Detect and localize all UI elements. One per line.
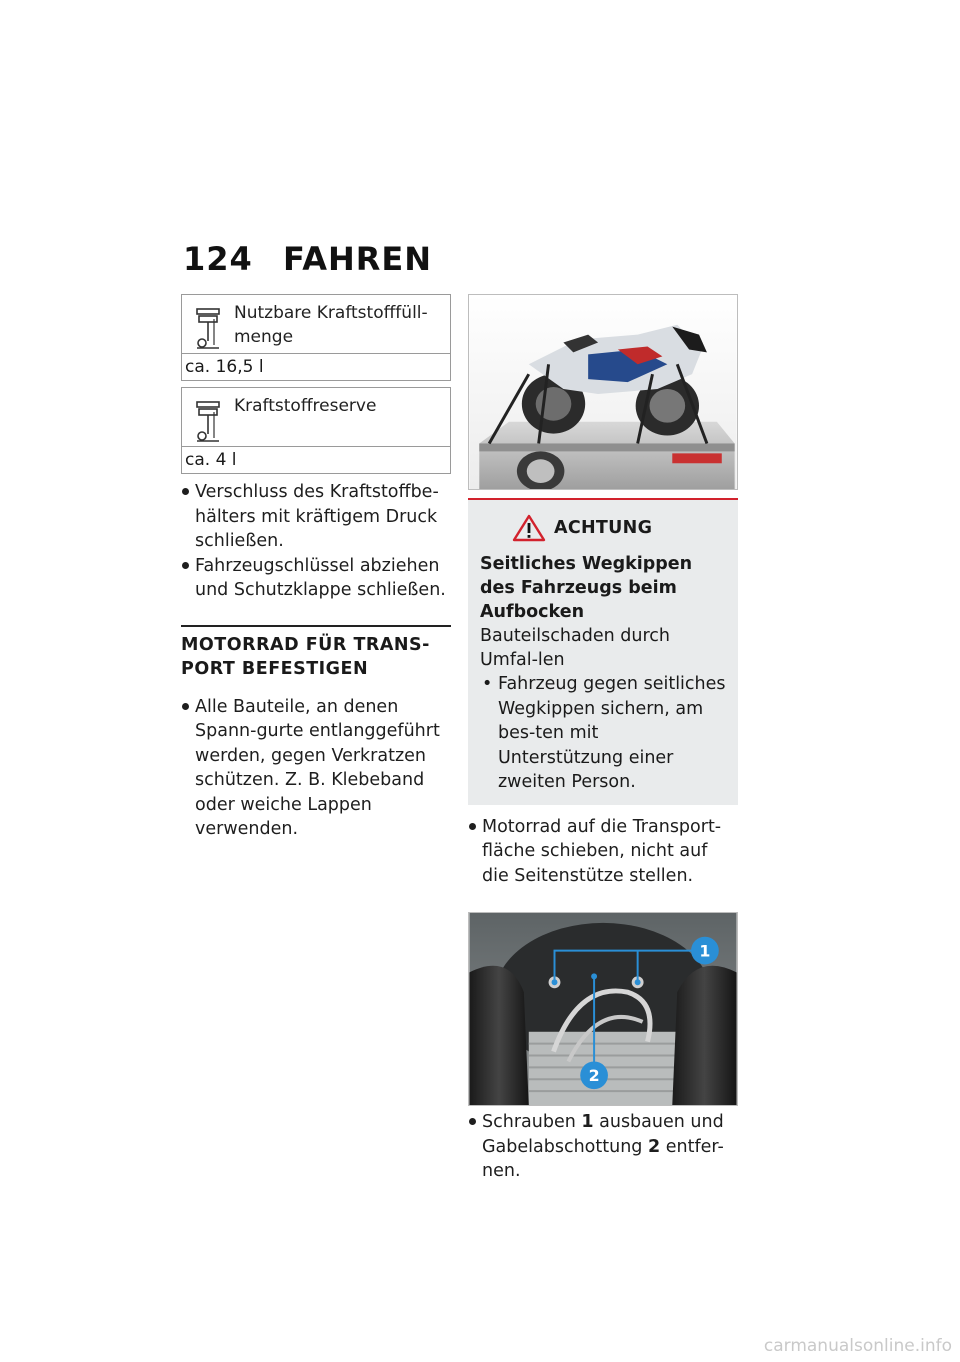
- spec-label-line: Nutzbare Kraftstofffüll-: [234, 303, 428, 323]
- spec-table-header: [182, 295, 450, 353]
- warning-header: [480, 514, 726, 542]
- step-ref-1: 1: [581, 1112, 594, 1132]
- spec-value: ca. 4 l: [182, 446, 450, 473]
- watermark: carmanualsonline.info: [763, 1336, 952, 1356]
- page-header: [183, 240, 432, 278]
- list-item: Fahrzeugschlüssel abziehen und Schutzklappe schließen.: [181, 554, 451, 603]
- spec-table-header: [182, 388, 450, 446]
- warning-box: [468, 498, 738, 805]
- step-text: ausbauen und Gabelabschottung: [482, 1112, 724, 1157]
- fuel-gauge-icon: [194, 307, 224, 351]
- left-bullet-list: [181, 480, 451, 603]
- warning-text: Bauteilschaden durch Umfal-len: [480, 626, 670, 670]
- left-column: [181, 294, 451, 842]
- list-item: Motorrad auf die Transport-fläche schieben, nicht auf die Seitenstütze stellen.: [468, 815, 738, 889]
- warning-triangle-icon: [512, 514, 546, 542]
- list-item: • Fahrzeug gegen seitliches Wegkippen sichern, am bes-ten mit Unterstützung einer zweiten Person.: [480, 672, 726, 795]
- spec-value: ca. 16,5 l: [182, 353, 450, 380]
- right-column: [468, 294, 738, 1184]
- fork-bulkhead-image: [468, 912, 738, 1106]
- step-text: entfer-nen.: [482, 1136, 724, 1181]
- spec-label-line: Kraftstoffreserve: [234, 396, 377, 416]
- right-bullet-list: [468, 815, 738, 889]
- list-item: [468, 1110, 738, 1184]
- callout-2: [580, 1061, 608, 1089]
- section-bullet-list: [181, 695, 451, 842]
- spec-table-fuel-reserve: [181, 387, 451, 474]
- callout-1-label: 1: [699, 941, 711, 961]
- list-item: Alle Bauteile, an denen Spann-gurte entlanggeführt werden, gegen Verkratzen schützen. Z. B. Klebeband oder weiche Lappen verwenden.: [181, 695, 451, 842]
- chapter-title: FAHREN: [283, 240, 433, 278]
- spec-label: [224, 301, 428, 349]
- warning-list: [480, 672, 726, 795]
- step-ref-2: 2: [647, 1136, 661, 1157]
- fuel-reserve-icon: [194, 400, 224, 444]
- section-title-line: MOTORRAD FÜR TRANS-: [181, 634, 430, 655]
- final-bullet-list: [468, 1110, 738, 1184]
- warning-subtitle: Seitliches Wegkippen des Fahrzeugs beim Aufbocken: [480, 554, 693, 622]
- motorcycle-on-trailer-image: [468, 294, 738, 490]
- page-number: 124: [183, 240, 253, 278]
- spec-table-usable-fuel: [181, 294, 451, 381]
- callout-1: [691, 937, 719, 965]
- section-title: [181, 633, 451, 681]
- list-item: Verschluss des Kraftstoffbe-hälters mit kräftigem Druck schließen.: [181, 480, 451, 554]
- step-text: Schrauben: [482, 1112, 582, 1132]
- section-divider: [181, 625, 451, 627]
- section-title-line: PORT BEFESTIGEN: [181, 658, 369, 679]
- callout-2-label: 2: [588, 1066, 600, 1086]
- warning-title: ACHTUNG: [554, 518, 653, 538]
- spec-label: [224, 394, 376, 418]
- spec-label-line: menge: [234, 327, 294, 347]
